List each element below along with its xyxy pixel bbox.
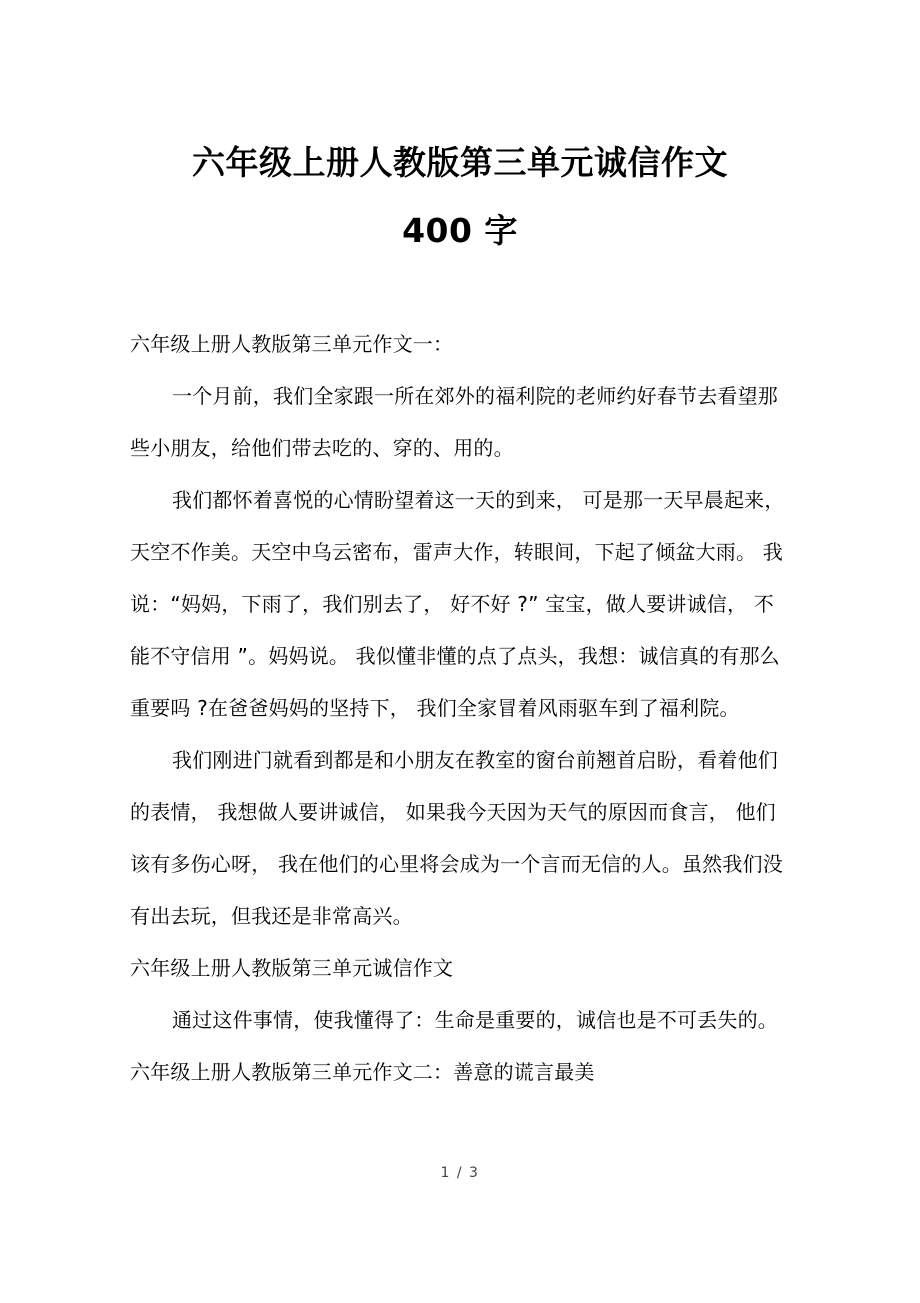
document-title-line-1: 六年级上册人教版第三单元诚信作文 bbox=[192, 143, 728, 182]
honesty-essay-heading: 六年级上册人教版第三单元诚信作文 bbox=[130, 956, 454, 980]
essay-one-heading: 六年级上册人教版第三单元作文一： bbox=[130, 332, 454, 356]
body-paragraph-3: 我们刚进门就看到都是和小朋友在教室的窗台前翘首启盼，看着他们的表情， 我想做人要讲诚信， 如果我今天因为天气的原因而食言， 他们该有多伤心呀， 我在他们的心里将会成为一个言而无信的人。虽然我们没有出去玩，但我还是非常高兴。 bbox=[130, 748, 783, 928]
document-title-line-2: 400 字 bbox=[402, 211, 518, 250]
body-paragraph-4: 通过这件事情，使我懂得了：生命是重要的，诚信也是不可丢失的。 bbox=[172, 1008, 778, 1032]
essay-two-heading: 六年级上册人教版第三单元作文二：善意的谎言最美 bbox=[130, 1060, 595, 1084]
body-paragraph-1: 一个月前，我们全家跟一所在郊外的福利院的老师约好春节去看望那些小朋友，给他们带去吃的、穿的、用的。 bbox=[130, 384, 778, 460]
body-paragraph-2: 我们都怀着喜悦的心情盼望着这一天的到来， 可是那一天早晨起来，天空不作美。天空中乌云密布，雷声大作，转眼间，下起了倾盆大雨。 我说：“妈妈，下雨了，我们别去了， 好不好 ?” 宝宝，做人要讲诚信， 不能不守信用 ”。妈妈说。 我似懂非懂的点了点头，我想：诚信真的有那么重要吗 ?在爸爸妈妈的坚持下， 我们全家冒着风雨驱车到了福利院。 bbox=[130, 488, 785, 720]
document-body bbox=[130, 318, 790, 1098]
document-title-block bbox=[0, 132, 920, 268]
page-footer bbox=[0, 1162, 920, 1181]
page-number: 1 / 3 bbox=[440, 1165, 480, 1181]
